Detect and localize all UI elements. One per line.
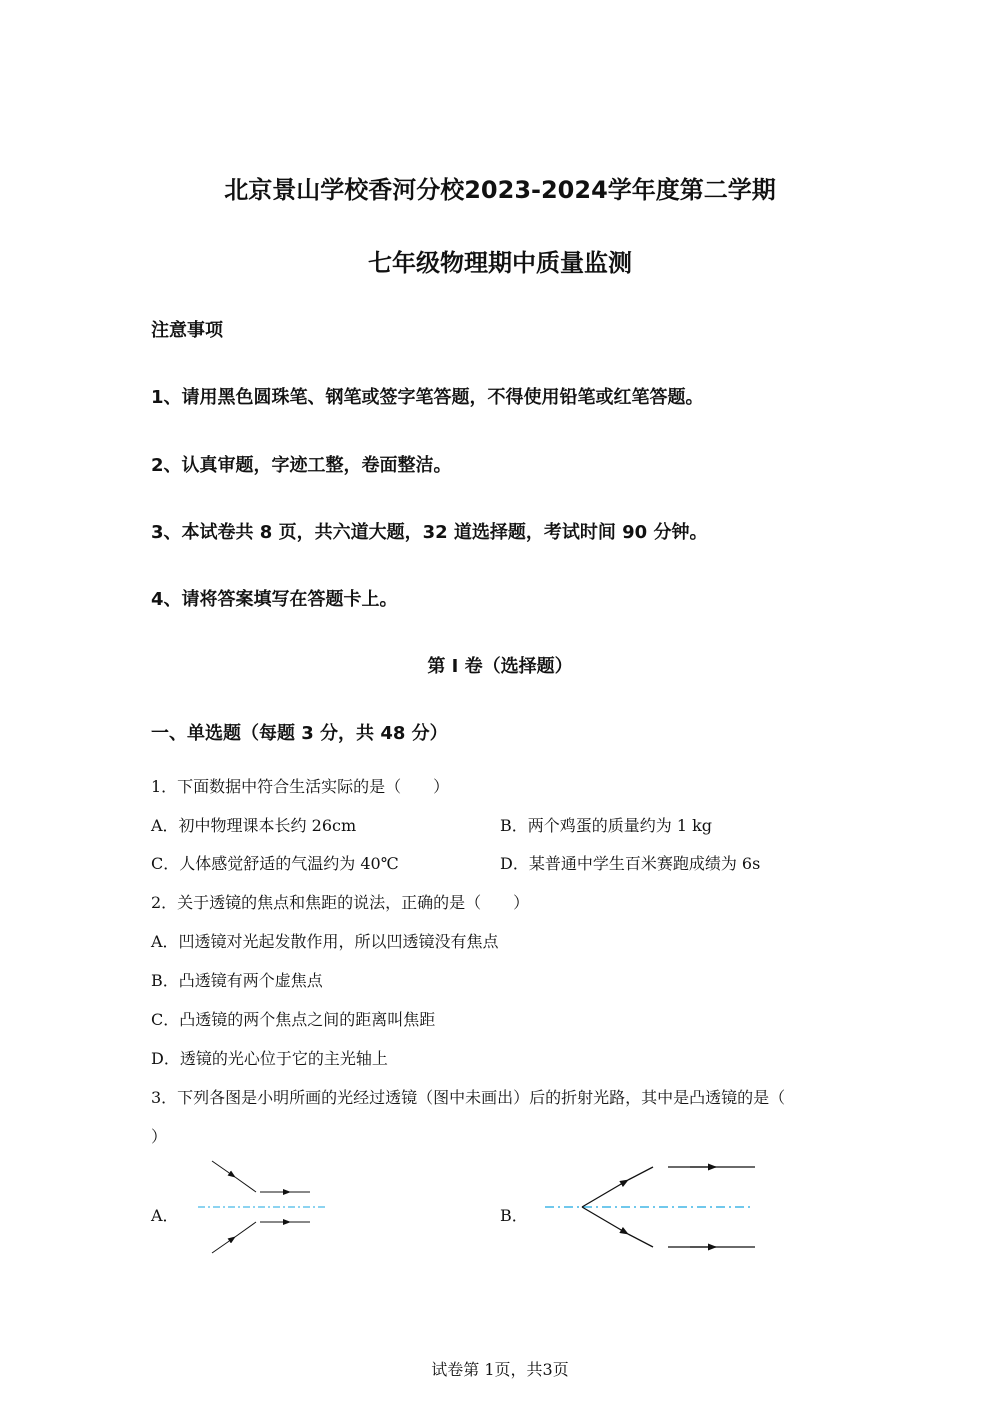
incident-ray-top <box>212 1161 235 1177</box>
question-3-stem: 3．下列各图是小明所画的光经过透镜（图中未画出）后的折射光路，其中是凸透镜的是（ <box>151 1088 786 1107</box>
question-2-option-b: B．凸透镜有两个虚焦点 <box>151 971 323 990</box>
question-2-option-c: C．凸透镜的两个焦点之间的距离叫焦距 <box>151 1010 436 1029</box>
option-b-ray-diagram <box>540 1155 765 1260</box>
notice-item-1: 1、请用黑色圆珠笔、钢笔或签字笔答题，不得使用铅笔或红笔答题。 <box>151 387 704 408</box>
notice-item-2: 2、认真审题，字迹工整，卷面整洁。 <box>151 455 452 476</box>
question-2-option-a: A．凹透镜对光起发散作用，所以凹透镜没有焦点 <box>151 932 499 951</box>
question-3-option-a: A． <box>151 1206 179 1225</box>
question-2-stem: 2．关于透镜的焦点和焦距的说法，正确的是（ ） <box>151 893 530 912</box>
exam-title-line2: 七年级物理期中质量监测 <box>368 249 632 277</box>
question-1-option-a: A．初中物理课本长约 26cm <box>151 816 357 835</box>
question-1-option-d: D．某普通中学生百米赛跑成绩为 6s <box>500 854 761 873</box>
notice-item-4: 4、请将答案填写在答题卡上。 <box>151 589 398 610</box>
notice-heading: 注意事项 <box>151 320 223 341</box>
option-a-ray-diagram <box>190 1155 335 1260</box>
question-3-stem-continued: ） <box>151 1127 168 1146</box>
section-title: 一、单选题（每题 3 分，共 48 分） <box>151 723 448 744</box>
question-1-option-c: C．人体感觉舒适的气温约为 40℃ <box>151 854 399 873</box>
question-1-stem: 1．下面数据中符合生活实际的是（ ） <box>151 777 450 796</box>
notice-item-3: 3、本试卷共 8 页，共六道大题，32 道选择题，考试时间 90 分钟。 <box>151 522 708 543</box>
incident-ray-top-end <box>235 1177 256 1192</box>
exam-title-line1: 北京景山学校香河分校2023-2024学年度第二学期 <box>224 176 776 204</box>
incident-ray-bottom-end <box>235 1222 256 1237</box>
volume-title: 第 I 卷（选择题） <box>427 656 573 677</box>
question-3-option-b: B． <box>500 1206 528 1225</box>
diverging-ray-top <box>582 1180 628 1207</box>
diverging-ray-bottom <box>582 1207 628 1234</box>
page-footer: 试卷第 1页，共3页 <box>431 1360 569 1379</box>
incident-ray-bottom <box>212 1237 235 1253</box>
question-2-option-d: D．透镜的光心位于它的主光轴上 <box>151 1049 388 1068</box>
question-1-option-b: B．两个鸡蛋的质量约为 1 kg <box>500 816 713 835</box>
